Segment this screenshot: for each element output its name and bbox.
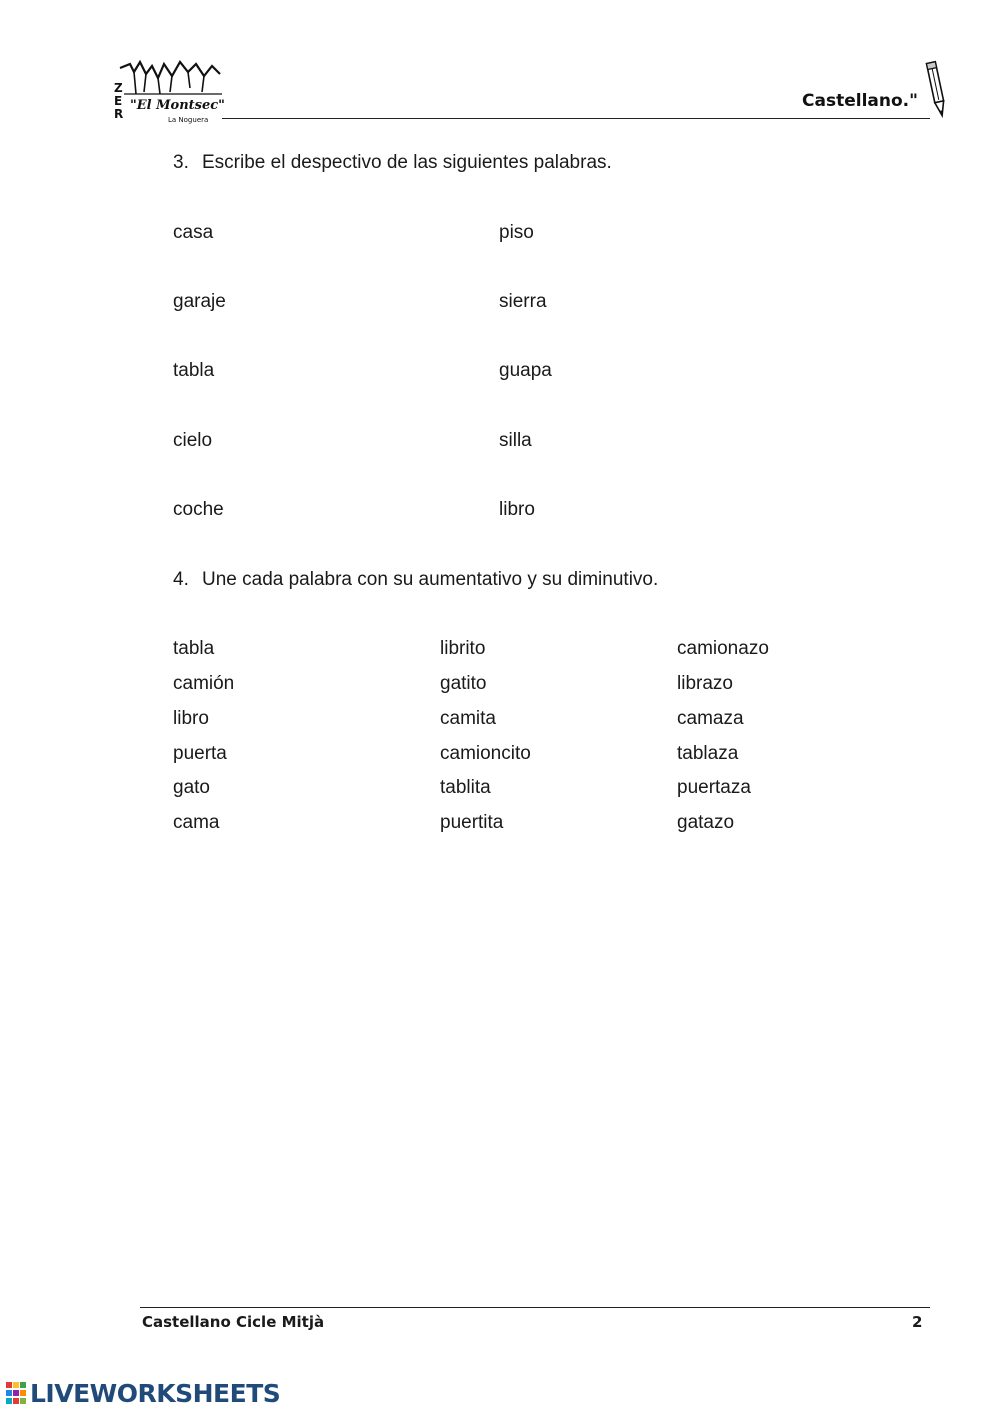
word-item: sierra <box>499 291 547 312</box>
word-item: tabla <box>173 360 215 381</box>
match-word[interactable]: camión <box>173 673 235 694</box>
word-item: libro <box>499 499 535 520</box>
logo-letter: E <box>114 94 123 108</box>
match-augmentative[interactable]: tablaza <box>677 743 739 764</box>
header-divider <box>222 118 930 119</box>
match-diminutive[interactable]: camita <box>440 708 496 729</box>
exercise-number: 3. <box>173 152 189 173</box>
liveworksheets-wordmark: LIVEWORKSHEETS <box>30 1379 281 1408</box>
word-item: coche <box>173 499 224 520</box>
footer-divider <box>140 1307 930 1308</box>
word-item: garaje <box>173 291 226 312</box>
match-diminutive[interactable]: librito <box>440 638 486 659</box>
pencil-icon <box>925 58 949 120</box>
word-item: guapa <box>499 360 552 381</box>
school-logo <box>112 58 227 128</box>
logo-school-name: "El Montsec" <box>130 98 225 113</box>
exercise-number: 4. <box>173 569 189 590</box>
exercise-instruction-text: Escribe el despectivo de las siguientes palabras. <box>202 152 612 173</box>
logo-letter: R <box>114 107 124 121</box>
match-augmentative[interactable]: puertaza <box>677 777 751 798</box>
match-word[interactable]: puerta <box>173 743 227 764</box>
word-item: cielo <box>173 430 213 451</box>
page-number: 2 <box>912 1313 923 1331</box>
match-diminutive[interactable]: puertita <box>440 812 504 833</box>
match-word[interactable]: gato <box>173 777 210 798</box>
match-augmentative[interactable]: camaza <box>677 708 744 729</box>
match-augmentative[interactable]: gatazo <box>677 812 735 833</box>
header-title: Castellano." <box>802 91 918 111</box>
match-diminutive[interactable]: camioncito <box>440 743 531 764</box>
match-augmentative[interactable]: camionazo <box>677 638 769 659</box>
word-item: silla <box>499 430 532 451</box>
liveworksheets-logo-icon <box>6 1382 28 1406</box>
exercise-4-instruction <box>173 569 658 591</box>
word-item: piso <box>499 222 534 243</box>
word-item: casa <box>173 222 214 243</box>
match-word[interactable]: cama <box>173 812 220 833</box>
exercise-3-instruction <box>173 152 612 174</box>
match-word[interactable]: tabla <box>173 638 215 659</box>
match-diminutive[interactable]: tablita <box>440 777 491 798</box>
match-word[interactable]: libro <box>173 708 209 729</box>
match-augmentative[interactable]: librazo <box>677 673 733 694</box>
match-diminutive[interactable]: gatito <box>440 673 487 694</box>
logo-subtitle: La Noguera <box>168 116 209 124</box>
logo-letter: Z <box>114 81 123 95</box>
footer-course-label: Castellano Cicle Mitjà <box>142 1313 325 1331</box>
exercise-instruction-text: Une cada palabra con su aumentativo y su diminutivo. <box>202 569 659 590</box>
